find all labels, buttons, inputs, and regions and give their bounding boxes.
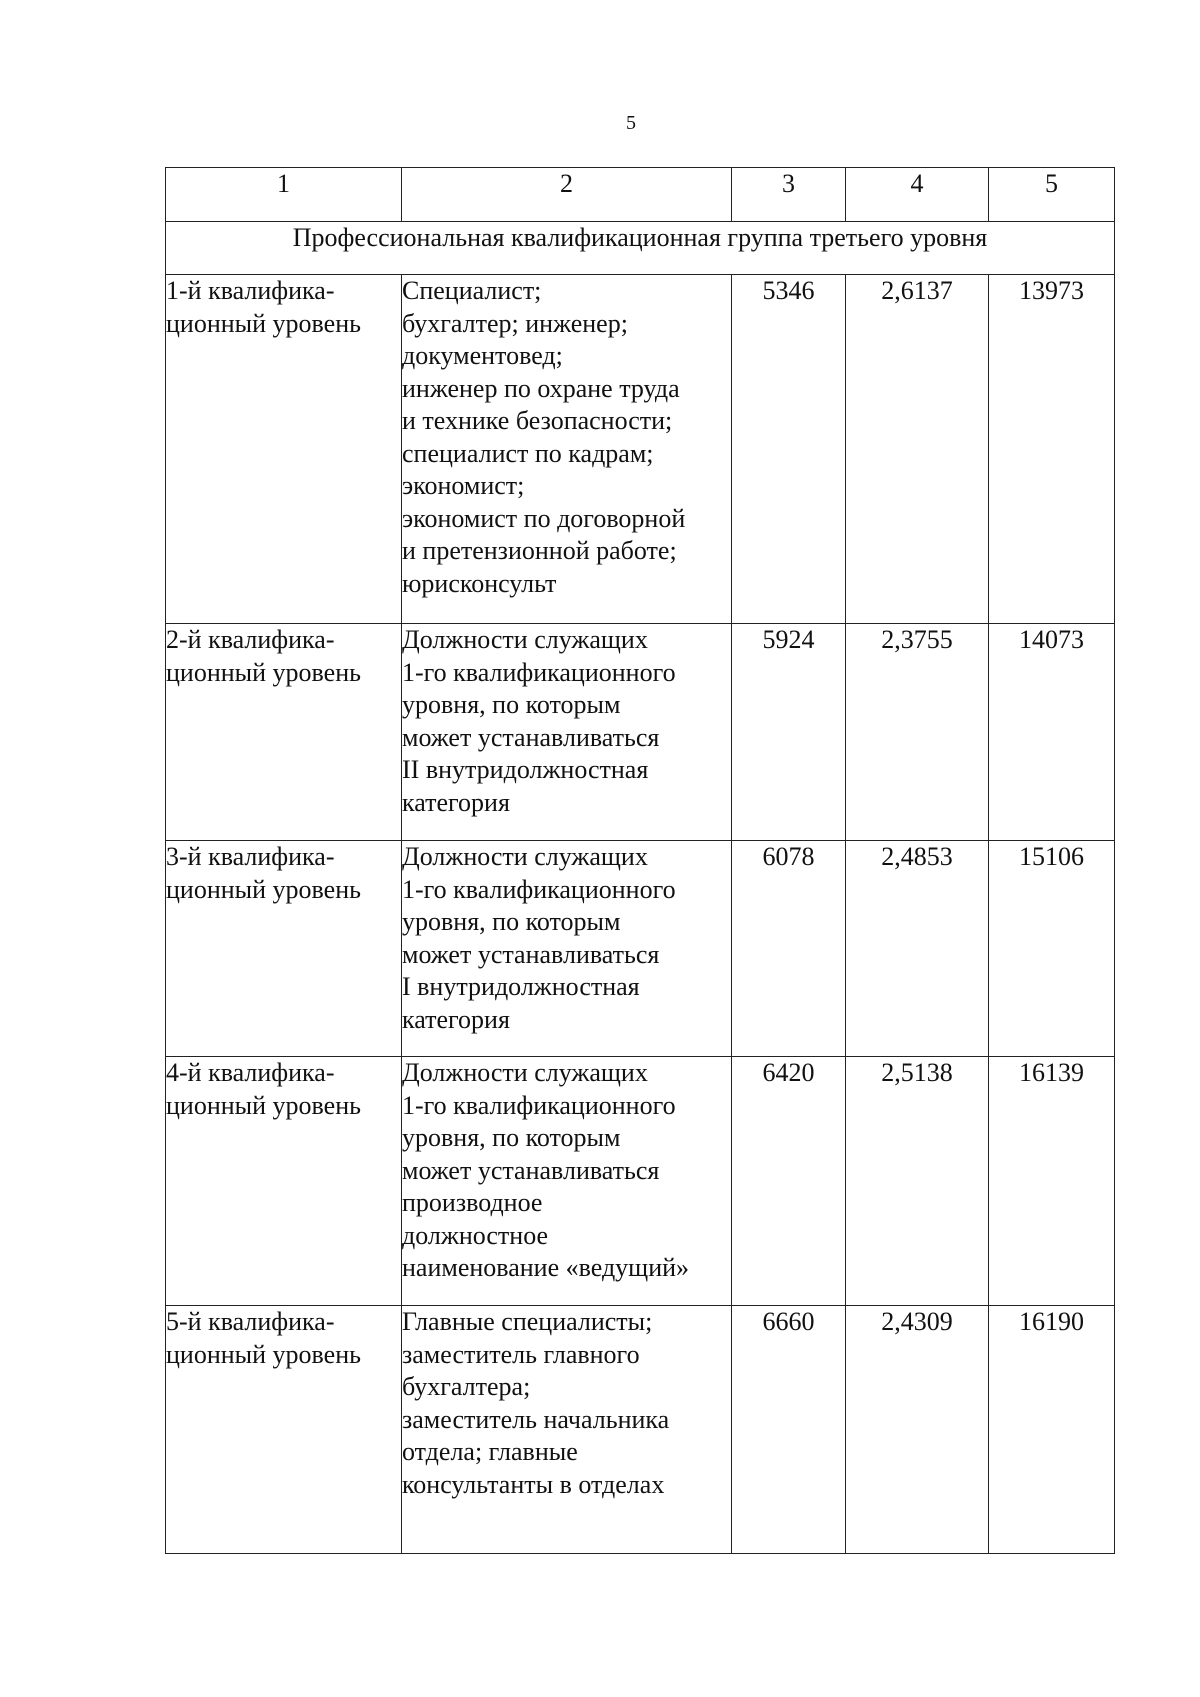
header-cell-4: 4	[846, 168, 989, 222]
col5-cell: 16139	[989, 1057, 1115, 1306]
header-cell-1: 1	[166, 168, 402, 222]
group-row	[166, 222, 1115, 275]
header-cell-2: 2	[402, 168, 732, 222]
col3-cell: 5924	[732, 624, 846, 841]
page-number: 5	[626, 112, 636, 134]
header-row	[166, 168, 1115, 222]
table-row	[166, 275, 1115, 624]
col5-cell: 13973	[989, 275, 1115, 624]
group-title: Профессиональная квалификационная группа третьего уровня	[166, 222, 1115, 275]
table-row	[166, 841, 1115, 1057]
level-cell: 4-й квалифика- ционный уровень	[166, 1057, 402, 1306]
header-cell-3: 3	[732, 168, 846, 222]
col4-cell: 2,6137	[846, 275, 989, 624]
positions-cell: Должности служащих 1-го квалификационного уровня, по которым может устанавливаться I внутридолжностная категория	[402, 841, 732, 1057]
col3-cell: 6078	[732, 841, 846, 1057]
positions-cell: Должности служащих 1-го квалификационного уровня, по которым может устанавливаться II внутридолжностная категория	[402, 624, 732, 841]
col5-cell: 15106	[989, 841, 1115, 1057]
col4-cell: 2,4853	[846, 841, 989, 1057]
positions-cell: Должности служащих 1-го квалификационного уровня, по которым может устанавливаться производное должностное наименование «ведущий»	[402, 1057, 732, 1306]
positions-cell: Главные специалисты; заместитель главного бухгалтера; заместитель начальника отдела; главные консультанты в отделах	[402, 1306, 732, 1554]
col5-cell: 16190	[989, 1306, 1115, 1554]
level-cell: 3-й квалифика- ционный уровень	[166, 841, 402, 1057]
level-cell: 5-й квалифика- ционный уровень	[166, 1306, 402, 1554]
col4-cell: 2,5138	[846, 1057, 989, 1306]
table-row	[166, 1057, 1115, 1306]
col4-cell: 2,3755	[846, 624, 989, 841]
table-row	[166, 624, 1115, 841]
level-cell: 2-й квалифика- ционный уровень	[166, 624, 402, 841]
positions-cell: Специалист; бухгалтер; инженер; документовед; инженер по охране труда и технике безопасности; специалист по кадрам; экономист; экономист по договорной и претензионной работе; юрисконсульт	[402, 275, 732, 624]
level-cell: 1-й квалифика- ционный уровень	[166, 275, 402, 624]
col3-cell: 5346	[732, 275, 846, 624]
col3-cell: 6660	[732, 1306, 846, 1554]
qualification-table	[165, 167, 1115, 1554]
col4-cell: 2,4309	[846, 1306, 989, 1554]
header-cell-5: 5	[989, 168, 1115, 222]
col3-cell: 6420	[732, 1057, 846, 1306]
table-row	[166, 1306, 1115, 1554]
col5-cell: 14073	[989, 624, 1115, 841]
